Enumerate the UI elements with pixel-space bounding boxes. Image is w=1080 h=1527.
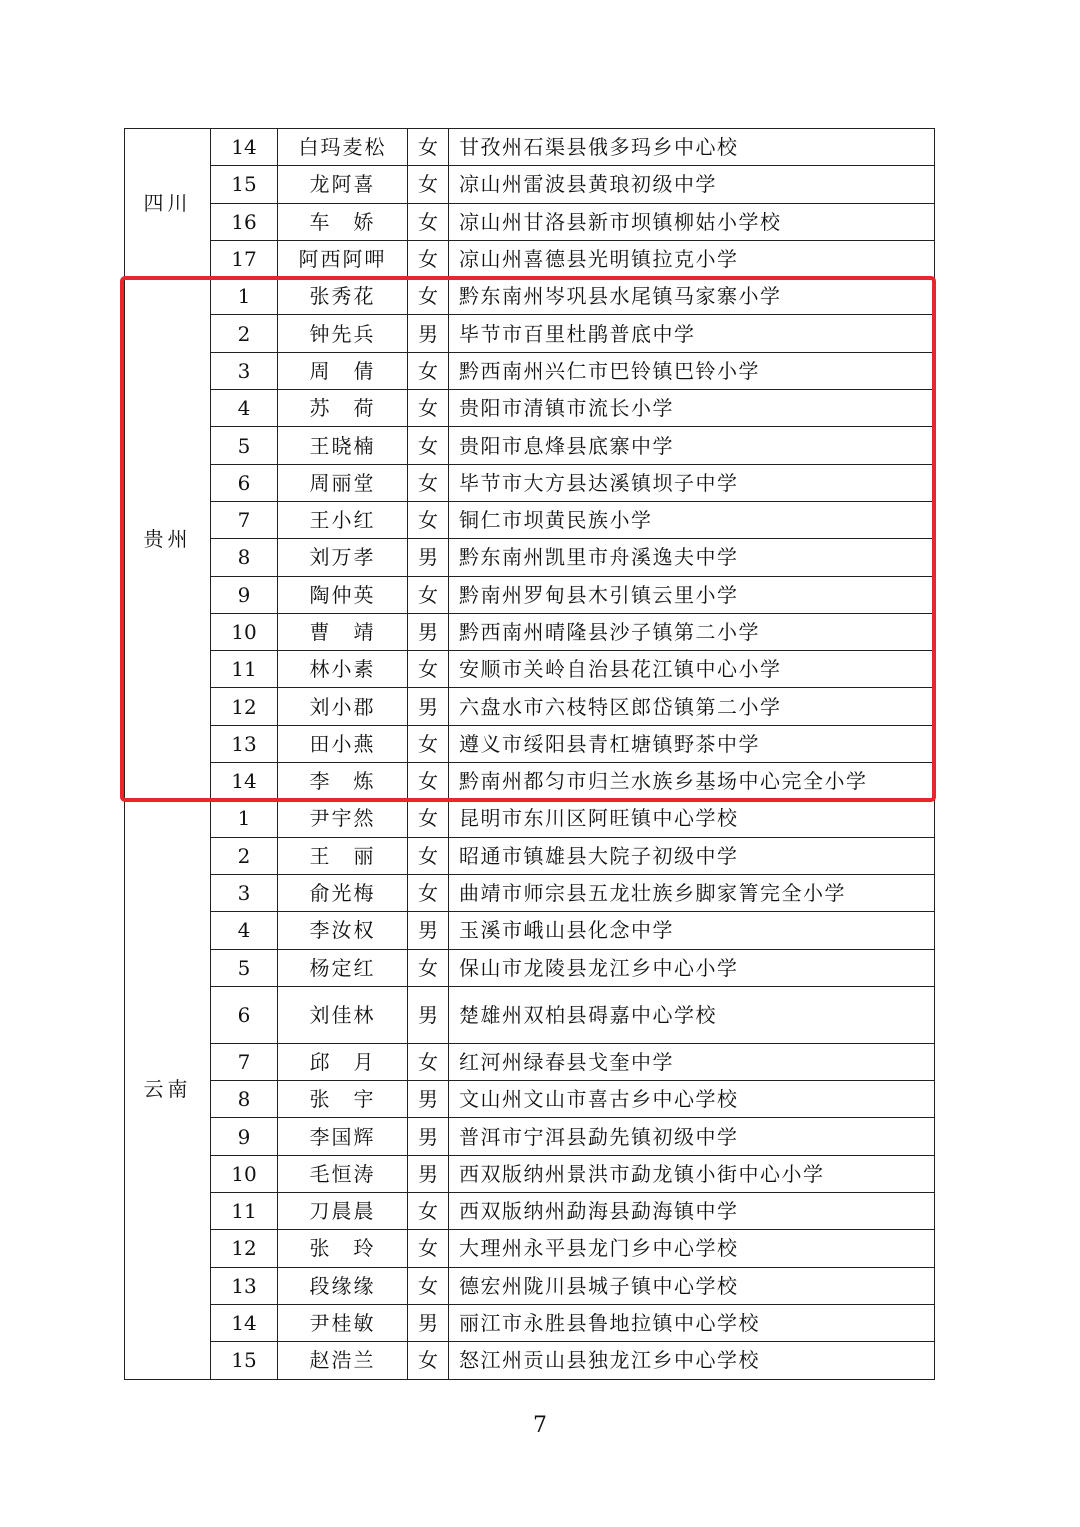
table-row xyxy=(125,240,935,277)
table-row xyxy=(125,203,935,240)
school-cell: 黔南州都匀市归兰水族乡基场中心完全小学 xyxy=(449,763,935,800)
table-row xyxy=(125,725,935,762)
name-cell: 田小燕 xyxy=(278,725,408,762)
school-cell: 贵阳市清镇市流长小学 xyxy=(449,390,935,427)
name-cell: 张 宇 xyxy=(278,1081,408,1118)
table-row xyxy=(125,1230,935,1267)
table-row xyxy=(125,1342,935,1379)
gender-cell: 男 xyxy=(408,1304,449,1341)
name-cell: 段缘缘 xyxy=(278,1267,408,1304)
table-row xyxy=(125,1081,935,1118)
number-cell: 8 xyxy=(211,1081,278,1118)
gender-cell: 女 xyxy=(408,874,449,911)
page-number: 7 xyxy=(533,1413,547,1438)
school-cell: 怒江州贡山县独龙江乡中心学校 xyxy=(449,1342,935,1379)
table-row xyxy=(125,427,935,464)
table-row xyxy=(125,501,935,538)
gender-cell: 女 xyxy=(408,1267,449,1304)
name-cell: 李汝权 xyxy=(278,912,408,949)
table-row xyxy=(125,912,935,949)
number-cell: 13 xyxy=(211,725,278,762)
school-cell: 黔南州罗甸县木引镇云里小学 xyxy=(449,576,935,613)
gender-cell: 女 xyxy=(408,240,449,277)
table-row xyxy=(125,1304,935,1341)
gender-cell: 女 xyxy=(408,352,449,389)
school-cell: 六盘水市六枝特区郎岱镇第二小学 xyxy=(449,688,935,725)
number-cell: 8 xyxy=(211,539,278,576)
number-cell: 5 xyxy=(211,949,278,986)
name-cell: 王小红 xyxy=(278,501,408,538)
gender-cell: 女 xyxy=(408,949,449,986)
name-cell: 钟先兵 xyxy=(278,315,408,352)
school-cell: 凉山州喜德县光明镇拉克小学 xyxy=(449,240,935,277)
name-cell: 李国辉 xyxy=(278,1118,408,1155)
gender-cell: 女 xyxy=(408,800,449,837)
number-cell: 16 xyxy=(211,203,278,240)
table-row xyxy=(125,1043,935,1080)
name-cell: 白玛麦松 xyxy=(278,129,408,166)
province-cell: 贵州 xyxy=(125,278,211,800)
school-cell: 保山市龙陵县龙江乡中心小学 xyxy=(449,949,935,986)
table-row xyxy=(125,688,935,725)
number-cell: 5 xyxy=(211,427,278,464)
table-row xyxy=(125,613,935,650)
school-cell: 楚雄州双柏县碍嘉中心学校 xyxy=(449,986,935,1043)
number-cell: 2 xyxy=(211,837,278,874)
table-row xyxy=(125,1267,935,1304)
school-cell: 德宏州陇川县城子镇中心学校 xyxy=(449,1267,935,1304)
name-cell: 张秀花 xyxy=(278,278,408,315)
gender-cell: 女 xyxy=(408,1193,449,1230)
school-cell: 玉溪市峨山县化念中学 xyxy=(449,912,935,949)
gender-cell: 男 xyxy=(408,539,449,576)
table-row xyxy=(125,129,935,166)
school-cell: 黔西南州晴隆县沙子镇第二小学 xyxy=(449,613,935,650)
table-row xyxy=(125,837,935,874)
school-cell: 凉山州雷波县黄琅初级中学 xyxy=(449,166,935,203)
name-cell: 苏 荷 xyxy=(278,390,408,427)
gender-cell: 男 xyxy=(408,613,449,650)
name-cell: 龙阿喜 xyxy=(278,166,408,203)
number-cell: 9 xyxy=(211,1118,278,1155)
gender-cell: 男 xyxy=(408,1155,449,1192)
number-cell: 3 xyxy=(211,874,278,911)
gender-cell: 女 xyxy=(408,651,449,688)
school-cell: 普洱市宁洱县勐先镇初级中学 xyxy=(449,1118,935,1155)
number-cell: 3 xyxy=(211,352,278,389)
table-row xyxy=(125,949,935,986)
school-cell: 毕节市大方县达溪镇坝子中学 xyxy=(449,464,935,501)
name-cell: 车 娇 xyxy=(278,203,408,240)
number-cell: 6 xyxy=(211,986,278,1043)
gender-cell: 女 xyxy=(408,129,449,166)
gender-cell: 男 xyxy=(408,912,449,949)
gender-cell: 女 xyxy=(408,1342,449,1379)
school-cell: 甘孜州石渠县俄多玛乡中心校 xyxy=(449,129,935,166)
school-cell: 曲靖市师宗县五龙壮族乡脚家箐完全小学 xyxy=(449,874,935,911)
name-cell: 杨定红 xyxy=(278,949,408,986)
gender-cell: 女 xyxy=(408,725,449,762)
table-row xyxy=(125,800,935,837)
table-row xyxy=(125,874,935,911)
number-cell: 2 xyxy=(211,315,278,352)
name-cell: 李 炼 xyxy=(278,763,408,800)
name-cell: 曹 靖 xyxy=(278,613,408,650)
school-cell: 黔东南州凯里市舟溪逸夫中学 xyxy=(449,539,935,576)
number-cell: 11 xyxy=(211,1193,278,1230)
number-cell: 15 xyxy=(211,1342,278,1379)
table-row xyxy=(125,763,935,800)
name-cell: 尹桂敏 xyxy=(278,1304,408,1341)
number-cell: 10 xyxy=(211,613,278,650)
gender-cell: 女 xyxy=(408,1230,449,1267)
gender-cell: 女 xyxy=(408,166,449,203)
name-cell: 尹宇然 xyxy=(278,800,408,837)
table-row xyxy=(125,315,935,352)
gender-cell: 女 xyxy=(408,576,449,613)
school-cell: 黔东南州岑巩县水尾镇马家寨小学 xyxy=(449,278,935,315)
gender-cell: 男 xyxy=(408,986,449,1043)
gender-cell: 女 xyxy=(408,390,449,427)
number-cell: 13 xyxy=(211,1267,278,1304)
number-cell: 7 xyxy=(211,1043,278,1080)
gender-cell: 女 xyxy=(408,763,449,800)
school-cell: 安顺市关岭自治县花江镇中心小学 xyxy=(449,651,935,688)
school-cell: 文山州文山市喜古乡中心学校 xyxy=(449,1081,935,1118)
name-cell: 刀晨晨 xyxy=(278,1193,408,1230)
number-cell: 6 xyxy=(211,464,278,501)
number-cell: 14 xyxy=(211,1304,278,1341)
table-row xyxy=(125,1155,935,1192)
gender-cell: 女 xyxy=(408,501,449,538)
number-cell: 12 xyxy=(211,1230,278,1267)
school-cell: 西双版纳州景洪市勐龙镇小街中心小学 xyxy=(449,1155,935,1192)
school-cell: 凉山州甘洛县新市坝镇柳姑小学校 xyxy=(449,203,935,240)
name-cell: 毛恒涛 xyxy=(278,1155,408,1192)
number-cell: 9 xyxy=(211,576,278,613)
school-cell: 毕节市百里杜鹃普底中学 xyxy=(449,315,935,352)
number-cell: 10 xyxy=(211,1155,278,1192)
school-cell: 大理州永平县龙门乡中心学校 xyxy=(449,1230,935,1267)
number-cell: 12 xyxy=(211,688,278,725)
gender-cell: 男 xyxy=(408,315,449,352)
province-cell: 四川 xyxy=(125,129,211,278)
school-cell: 遵义市绥阳县青杠塘镇野茶中学 xyxy=(449,725,935,762)
name-cell: 邱 月 xyxy=(278,1043,408,1080)
school-cell: 红河州绿春县戈奎中学 xyxy=(449,1043,935,1080)
number-cell: 1 xyxy=(211,800,278,837)
number-cell: 14 xyxy=(211,763,278,800)
number-cell: 1 xyxy=(211,278,278,315)
table-row xyxy=(125,651,935,688)
number-cell: 17 xyxy=(211,240,278,277)
name-cell: 林小素 xyxy=(278,651,408,688)
name-cell: 王 丽 xyxy=(278,837,408,874)
table-row xyxy=(125,278,935,315)
number-cell: 15 xyxy=(211,166,278,203)
table-row xyxy=(125,352,935,389)
gender-cell: 女 xyxy=(408,1043,449,1080)
gender-cell: 女 xyxy=(408,203,449,240)
name-cell: 刘小郡 xyxy=(278,688,408,725)
gender-cell: 女 xyxy=(408,278,449,315)
table-row xyxy=(125,390,935,427)
number-cell: 4 xyxy=(211,912,278,949)
name-cell: 刘万孝 xyxy=(278,539,408,576)
gender-cell: 男 xyxy=(408,688,449,725)
teacher-list-table xyxy=(124,128,935,1380)
province-cell: 云南 xyxy=(125,800,211,1379)
table-row xyxy=(125,539,935,576)
name-cell: 周丽堂 xyxy=(278,464,408,501)
name-cell: 阿西阿呷 xyxy=(278,240,408,277)
gender-cell: 女 xyxy=(408,837,449,874)
number-cell: 7 xyxy=(211,501,278,538)
name-cell: 张 玲 xyxy=(278,1230,408,1267)
number-cell: 4 xyxy=(211,390,278,427)
number-cell: 14 xyxy=(211,129,278,166)
table-row xyxy=(125,1193,935,1230)
number-cell: 11 xyxy=(211,651,278,688)
table-row xyxy=(125,986,935,1043)
gender-cell: 女 xyxy=(408,427,449,464)
table-row xyxy=(125,464,935,501)
name-cell: 俞光梅 xyxy=(278,874,408,911)
name-cell: 赵浩兰 xyxy=(278,1342,408,1379)
name-cell: 王晓楠 xyxy=(278,427,408,464)
gender-cell: 男 xyxy=(408,1081,449,1118)
name-cell: 陶仲英 xyxy=(278,576,408,613)
school-cell: 昆明市东川区阿旺镇中心学校 xyxy=(449,800,935,837)
gender-cell: 男 xyxy=(408,1118,449,1155)
gender-cell: 女 xyxy=(408,464,449,501)
table-row xyxy=(125,1118,935,1155)
name-cell: 刘佳林 xyxy=(278,986,408,1043)
school-cell: 黔西南州兴仁市巴铃镇巴铃小学 xyxy=(449,352,935,389)
school-cell: 昭通市镇雄县大院子初级中学 xyxy=(449,837,935,874)
school-cell: 西双版纳州勐海县勐海镇中学 xyxy=(449,1193,935,1230)
name-cell: 周 倩 xyxy=(278,352,408,389)
table-row xyxy=(125,166,935,203)
school-cell: 贵阳市息烽县底寨中学 xyxy=(449,427,935,464)
school-cell: 铜仁市坝黄民族小学 xyxy=(449,501,935,538)
school-cell: 丽江市永胜县鲁地拉镇中心学校 xyxy=(449,1304,935,1341)
table-row xyxy=(125,576,935,613)
